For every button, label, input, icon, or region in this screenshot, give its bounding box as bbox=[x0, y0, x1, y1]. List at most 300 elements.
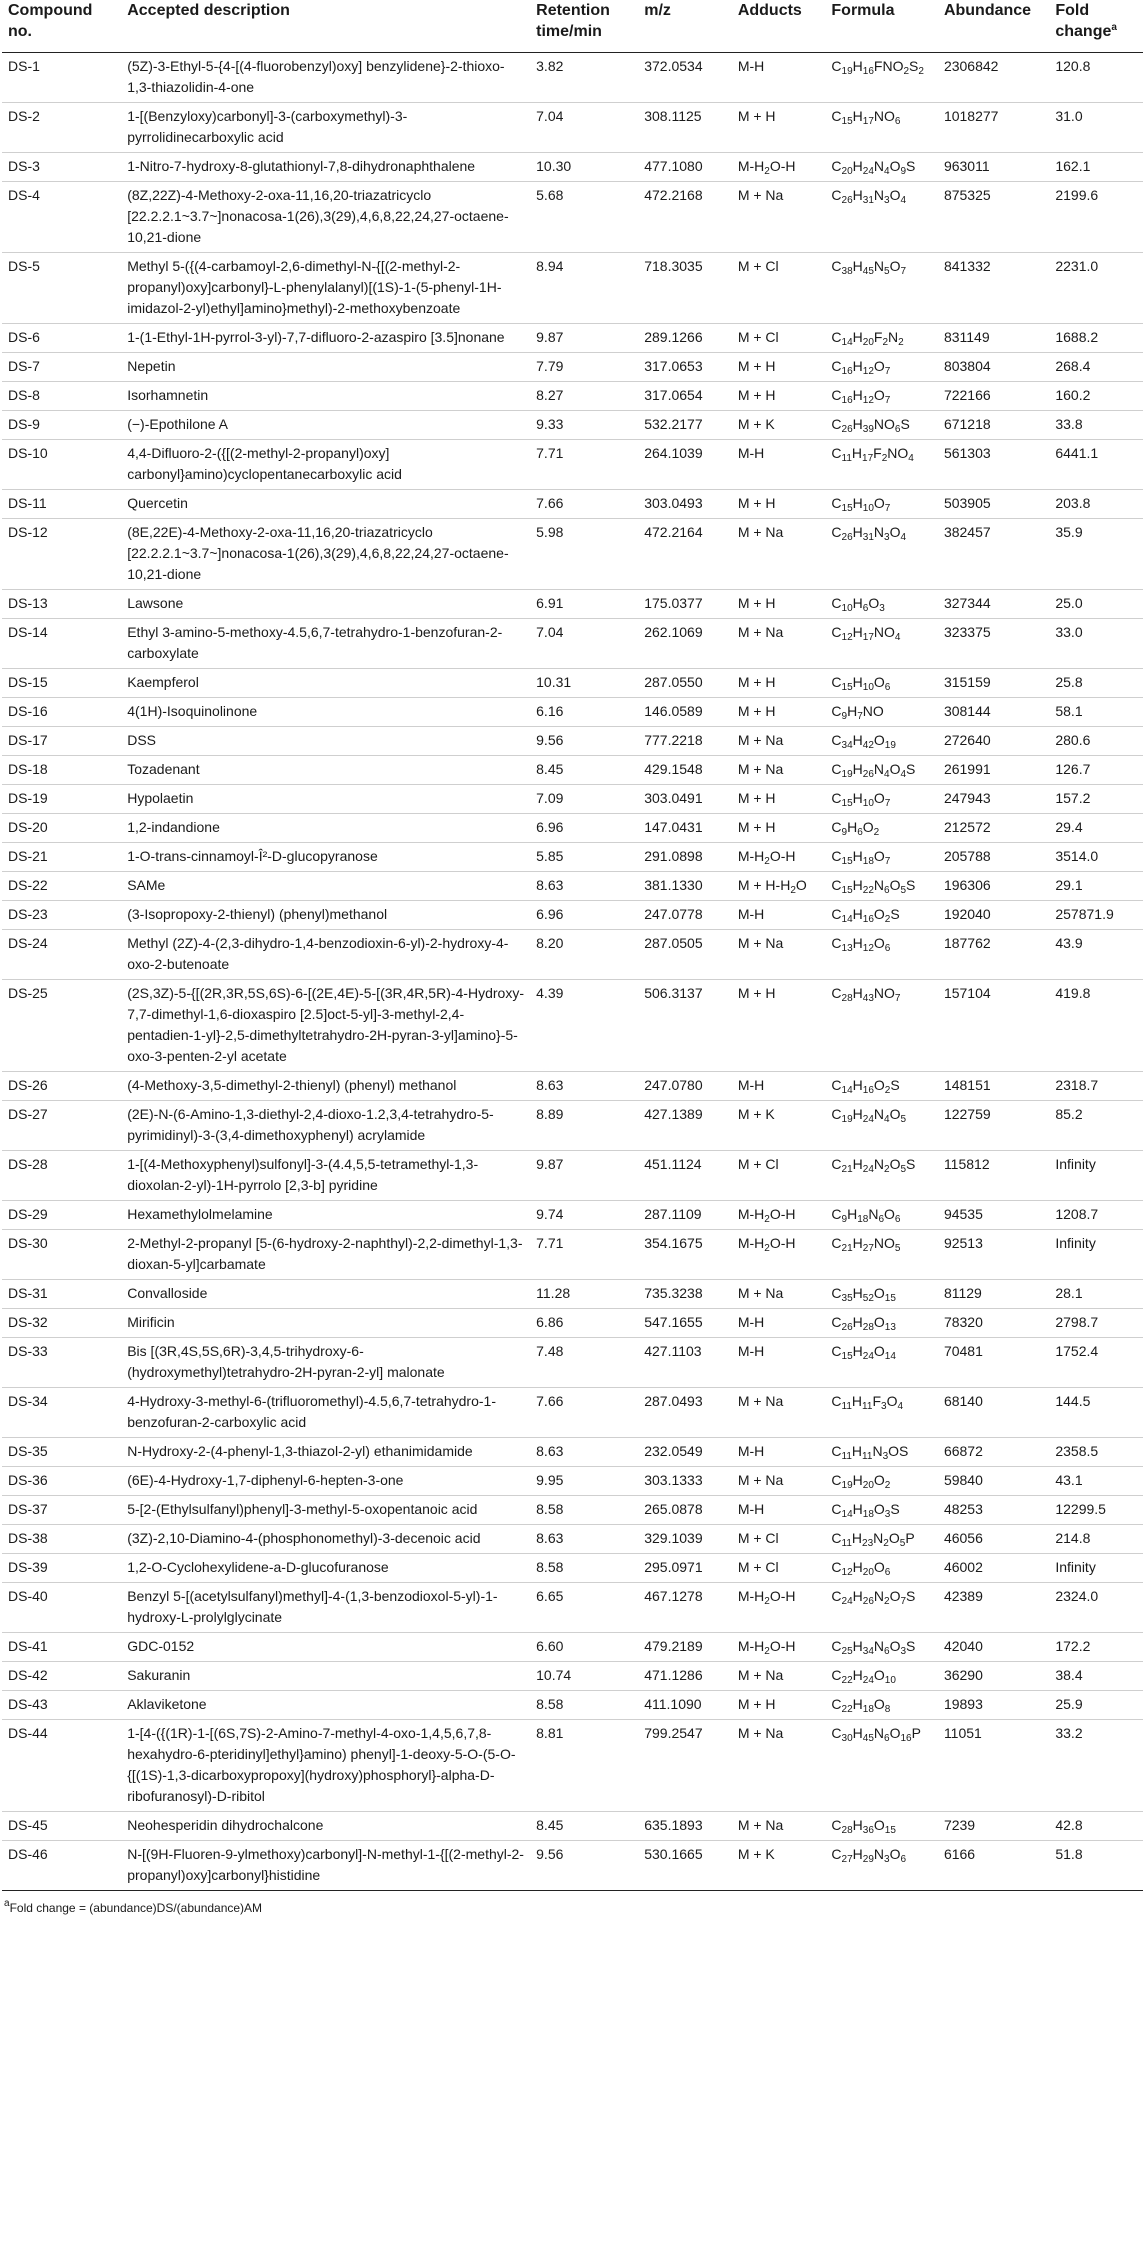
table-row bbox=[2, 1280, 1143, 1309]
cell-compound-id: DS-1 bbox=[8, 58, 40, 74]
cell-description: SAMe bbox=[127, 877, 166, 893]
cell-formula: $C_{24}H_{26}N_2O_7S$ bbox=[831, 1588, 916, 1607]
table-row bbox=[2, 1072, 1143, 1101]
cell-fold-change: 35.9 bbox=[1055, 524, 1083, 540]
cell-abundance: 78320 bbox=[943, 1314, 983, 1330]
cell-adduct: M + H bbox=[737, 790, 776, 806]
cell-fold-change: 38.4 bbox=[1055, 1667, 1083, 1683]
cell-description: (2S,3Z)-5-{[(2R,3R,5S,6S)-6-[(2E,4E)-5-[(3R,4R,5R)-4-Hydroxy-7,7-dimethyl-1,6-dioxaspiro [2.5]oct-5-yl]-3-methyl-2,4-pentadien-1-yl}-2,5-dimethyltetrahydro-2H-pyran-3-yl]amino}-5-oxo-3-penten-2-yl acetate bbox=[127, 985, 524, 1064]
cell-fold-change: 2318.7 bbox=[1055, 1077, 1099, 1093]
cell-description: (8Z,22Z)-4-Methoxy-2-oxa-11,16,20-triazatricyclo [22.2.2.1~3.7~]nonacosa-1(26),3(29),4,6,8,22,24,27-octaene-10,21-dione bbox=[127, 187, 509, 245]
cell-description: Isorhamnetin bbox=[127, 387, 209, 403]
cell-mz: 547.1655 bbox=[644, 1314, 703, 1330]
table-row bbox=[2, 1388, 1143, 1438]
cell-abundance: 19893 bbox=[943, 1696, 983, 1712]
cell-mz: 530.1665 bbox=[644, 1846, 703, 1862]
cell-compound-id: DS-26 bbox=[8, 1077, 48, 1093]
cell-retention-time: 9.95 bbox=[536, 1472, 564, 1488]
cell-formula: $C_{21}H_{27}NO_5$ bbox=[831, 1235, 901, 1254]
cell-description: 1-Nitro-7-hydroxy-8-glutathionyl-7,8-dihydronaphthalene bbox=[127, 158, 476, 174]
cell-formula: $C_{14}H_{18}O_3S$ bbox=[831, 1501, 900, 1520]
cell-abundance: 70481 bbox=[943, 1343, 983, 1359]
cell-compound-id: DS-39 bbox=[8, 1559, 48, 1575]
cell-compound-id: DS-7 bbox=[8, 358, 40, 374]
cell-retention-time: 7.79 bbox=[536, 358, 564, 374]
cell-description: 1,2-O-Cyclohexylidene-a-D-glucofuranose bbox=[127, 1559, 389, 1575]
header-fold-footnote-mark: a bbox=[1111, 22, 1117, 33]
cell-description: Hypolaetin bbox=[127, 790, 194, 806]
cell-retention-time: 6.86 bbox=[536, 1314, 564, 1330]
cell-compound-id: DS-21 bbox=[8, 848, 48, 864]
cell-adduct: M + Cl bbox=[737, 1530, 779, 1546]
cell-retention-time: 7.04 bbox=[536, 624, 564, 640]
cell-retention-time: 10.74 bbox=[536, 1667, 572, 1683]
cell-mz: 317.0654 bbox=[644, 387, 703, 403]
cell-compound-id: DS-27 bbox=[8, 1106, 48, 1122]
cell-retention-time: 6.96 bbox=[536, 906, 564, 922]
cell-abundance: 803804 bbox=[943, 358, 991, 374]
cell-formula: $C_{25}H_{34}N_6O_3S$ bbox=[831, 1638, 916, 1657]
cell-description: GDC-0152 bbox=[127, 1638, 195, 1654]
cell-formula: $C_{19}H_{26}N_4O_4S$ bbox=[831, 761, 916, 780]
table-row bbox=[2, 1309, 1143, 1338]
cell-compound-id: DS-25 bbox=[8, 985, 48, 1001]
table-row bbox=[2, 1201, 1143, 1230]
cell-formula: $C_{15}H_{18}O_7$ bbox=[831, 848, 891, 867]
cell-adduct: M-H bbox=[737, 1077, 765, 1093]
cell-compound-id: DS-14 bbox=[8, 624, 48, 640]
cell-compound-id: DS-15 bbox=[8, 674, 48, 690]
cell-fold-change: 31.0 bbox=[1055, 108, 1083, 124]
cell-formula: $C_{12}H_{20}O_6$ bbox=[831, 1559, 891, 1578]
cell-mz: 247.0780 bbox=[644, 1077, 703, 1093]
cell-fold-change: 58.1 bbox=[1055, 703, 1083, 719]
cell-fold-change: 12299.5 bbox=[1055, 1501, 1106, 1517]
cell-mz: 372.0534 bbox=[644, 58, 703, 74]
table-row bbox=[2, 843, 1143, 872]
cell-formula: $C_{34}H_{42}O_{19}$ bbox=[831, 732, 896, 751]
cell-compound-id: DS-18 bbox=[8, 761, 48, 777]
cell-adduct: M + Cl bbox=[737, 258, 779, 274]
table-row bbox=[2, 1151, 1143, 1201]
cell-fold-change: 203.8 bbox=[1055, 495, 1091, 511]
cell-adduct: M + H bbox=[737, 595, 776, 611]
cell-formula: $C_{15}H_{10}O_7$ bbox=[831, 495, 891, 514]
cell-compound-id: DS-45 bbox=[8, 1817, 48, 1833]
cell-abundance: 192040 bbox=[943, 906, 991, 922]
cell-adduct: M + Na bbox=[737, 1817, 784, 1833]
cell-retention-time: 6.60 bbox=[536, 1638, 564, 1654]
cell-description: Hexamethylolmelamine bbox=[127, 1206, 273, 1222]
cell-adduct: M + Na bbox=[737, 187, 784, 203]
cell-adduct: M + Cl bbox=[737, 329, 779, 345]
cell-retention-time: 9.87 bbox=[536, 329, 564, 345]
table-row bbox=[2, 619, 1143, 669]
table-row bbox=[2, 1583, 1143, 1633]
cell-compound-id: DS-41 bbox=[8, 1638, 48, 1654]
cell-fold-change: 419.8 bbox=[1055, 985, 1091, 1001]
cell-description: Nepetin bbox=[127, 358, 176, 374]
cell-formula: $C_{26}H_{31}N_3O_4$ bbox=[831, 187, 907, 206]
cell-retention-time: 7.71 bbox=[536, 445, 564, 461]
cell-formula: $C_9H_6O_2$ bbox=[831, 819, 880, 838]
cell-retention-time: 5.98 bbox=[536, 524, 564, 540]
table-body bbox=[2, 53, 1143, 1891]
cell-adduct: M-H bbox=[737, 1314, 765, 1330]
cell-description: Tozadenant bbox=[127, 761, 200, 777]
cell-formula: $C_{28}H_{43}NO_7$ bbox=[831, 985, 901, 1004]
cell-abundance: 2306842 bbox=[943, 58, 999, 74]
cell-formula: $C_{26}H_{31}N_3O_4$ bbox=[831, 524, 907, 543]
cell-formula: $C_{15}H_{10}O_7$ bbox=[831, 790, 891, 809]
cell-compound-id: DS-12 bbox=[8, 524, 48, 540]
cell-compound-id: DS-29 bbox=[8, 1206, 48, 1222]
cell-adduct: $M-H_2O-H$ bbox=[737, 848, 796, 867]
table-row bbox=[2, 872, 1143, 901]
cell-retention-time: 10.30 bbox=[536, 158, 572, 174]
table-row bbox=[2, 53, 1143, 103]
table-row bbox=[2, 930, 1143, 980]
cell-abundance: 11051 bbox=[943, 1725, 982, 1741]
cell-fold-change: Infinity bbox=[1055, 1559, 1096, 1575]
cell-retention-time: 7.04 bbox=[536, 108, 564, 124]
cell-retention-time: 7.71 bbox=[536, 1235, 564, 1251]
cell-mz: 635.1893 bbox=[644, 1817, 703, 1833]
cell-description: Neohesperidin dihydrochalcone bbox=[127, 1817, 324, 1833]
header-mz: m/z bbox=[644, 2, 671, 19]
table-row bbox=[2, 153, 1143, 182]
cell-description: (3-Isopropoxy-2-thienyl) (phenyl)methanol bbox=[127, 906, 388, 922]
cell-mz: 289.1266 bbox=[644, 329, 703, 345]
footnote-text: Fold change = (abundance)DS/(abundance)AM bbox=[9, 1901, 263, 1915]
cell-mz: 532.2177 bbox=[644, 416, 703, 432]
table-row bbox=[2, 1633, 1143, 1662]
cell-fold-change: 2231.0 bbox=[1055, 258, 1099, 274]
cell-mz: 303.0493 bbox=[644, 495, 703, 511]
cell-formula: $C_{15}H_{24}O_{14}$ bbox=[831, 1343, 896, 1362]
cell-mz: 777.2218 bbox=[644, 732, 703, 748]
cell-adduct: M + Na bbox=[737, 1725, 784, 1741]
cell-abundance: 561303 bbox=[943, 445, 991, 461]
table-row bbox=[2, 1338, 1143, 1388]
cell-mz: 175.0377 bbox=[644, 595, 703, 611]
cell-fold-change: 42.8 bbox=[1055, 1817, 1083, 1833]
cell-formula: $C_{20}H_{24}N_4O_9S$ bbox=[831, 158, 916, 177]
cell-formula: $C_{14}H_{16}O_2S$ bbox=[831, 1077, 900, 1096]
cell-adduct: M + H bbox=[737, 703, 776, 719]
cell-retention-time: 8.63 bbox=[536, 1443, 564, 1459]
table-row bbox=[2, 1554, 1143, 1583]
cell-description: 4-Hydroxy-3-methyl-6-(trifluoromethyl)-4.5,6,7-tetrahydro-1-benzofuran-2-carboxylic acid bbox=[127, 1393, 496, 1430]
cell-description: Convalloside bbox=[127, 1285, 208, 1301]
cell-retention-time: 11.28 bbox=[536, 1285, 571, 1301]
header-abundance: Abundance bbox=[943, 2, 1032, 19]
cell-description: 1-[(4-Methoxyphenyl)sulfonyl]-3-(4.4,5,5-tetramethyl-1,3-dioxolan-2-yl)-1H-pyrrolo [2,3-b] pyridine bbox=[127, 1156, 479, 1193]
cell-fold-change: 25.8 bbox=[1055, 674, 1083, 690]
cell-abundance: 261991 bbox=[943, 761, 991, 777]
cell-compound-id: DS-43 bbox=[8, 1696, 48, 1712]
cell-retention-time: 8.63 bbox=[536, 877, 564, 893]
cell-retention-time: 8.94 bbox=[536, 258, 564, 274]
cell-description: (−)-Epothilone A bbox=[127, 416, 229, 432]
cell-retention-time: 7.09 bbox=[536, 790, 564, 806]
cell-compound-id: DS-36 bbox=[8, 1472, 48, 1488]
table-row bbox=[2, 669, 1143, 698]
cell-mz: 287.0550 bbox=[644, 674, 703, 690]
cell-fold-change: 172.2 bbox=[1055, 1638, 1091, 1654]
cell-description: Kaempferol bbox=[127, 674, 199, 690]
cell-formula: $C_{35}H_{52}O_{15}$ bbox=[831, 1285, 896, 1304]
cell-formula: $C_{13}H_{12}O_6$ bbox=[831, 935, 891, 954]
table-row bbox=[2, 1812, 1143, 1841]
cell-formula: $C_{11}H_{23}N_2O_5P$ bbox=[831, 1530, 915, 1549]
cell-mz: 147.0431 bbox=[644, 819, 703, 835]
table-row bbox=[2, 1496, 1143, 1525]
cell-compound-id: DS-6 bbox=[8, 329, 40, 345]
cell-mz: 146.0589 bbox=[644, 703, 703, 719]
cell-formula: $C_{10}H_6O_3$ bbox=[831, 595, 885, 614]
cell-abundance: 94535 bbox=[943, 1206, 983, 1222]
cell-fold-change: 1688.2 bbox=[1055, 329, 1099, 345]
cell-abundance: 831149 bbox=[943, 329, 990, 345]
cell-formula: $C_{15}H_{22}N_6O_5S$ bbox=[831, 877, 916, 896]
cell-abundance: 122759 bbox=[943, 1106, 991, 1122]
cell-compound-id: DS-34 bbox=[8, 1393, 48, 1409]
cell-fold-change: 33.0 bbox=[1055, 624, 1083, 640]
cell-retention-time: 4.39 bbox=[536, 985, 564, 1001]
cell-retention-time: 8.89 bbox=[536, 1106, 564, 1122]
cell-formula: $C_{15}H_{10}O_6$ bbox=[831, 674, 891, 693]
cell-mz: 287.0505 bbox=[644, 935, 703, 951]
cell-formula: $C_{30}H_{45}N_6O_{16}P$ bbox=[831, 1725, 921, 1744]
table-row bbox=[2, 382, 1143, 411]
cell-description: Methyl 5-({(4-carbamoyl-2,6-dimethyl-N-{[(2-methyl-2-propanyl)oxy]carbonyl}-L-phenylalanyl)[(1S)-1-(5-phenyl-1H-imidazol-2-yl)ethyl]amino}methyl)-2-methoxybenzoate bbox=[127, 258, 502, 316]
cell-description: 1-[(Benzyloxy)carbonyl]-3-(carboxymethyl)-3-pyrrolidinecarboxylic acid bbox=[127, 108, 408, 145]
cell-compound-id: DS-23 bbox=[8, 906, 48, 922]
cell-retention-time: 3.82 bbox=[536, 58, 564, 74]
cell-abundance: 66872 bbox=[943, 1443, 983, 1459]
cell-mz: 287.0493 bbox=[644, 1393, 703, 1409]
cell-mz: 429.1548 bbox=[644, 761, 703, 777]
cell-mz: 295.0971 bbox=[644, 1559, 703, 1575]
cell-retention-time: 9.33 bbox=[536, 416, 564, 432]
cell-description: 4,4-Difluoro-2-({[(2-methyl-2-propanyl)oxy] carbonyl}amino)cyclopentanecarboxylic acid bbox=[127, 445, 402, 482]
cell-abundance: 212572 bbox=[943, 819, 991, 835]
cell-fold-change: 2358.5 bbox=[1055, 1443, 1099, 1459]
cell-description: 1-[4-({(1R)-1-[(6S,7S)-2-Amino-7-methyl-4-oxo-1,4,5,6,7,8-hexahydro-6-pteridinyl]ethyl}amino) phenyl]-1-deoxy-5-O-(5-O-{[(1S)-1,3-dicarboxypropoxy](hydroxy)phosphoryl}-alpha-D-ribofuranosyl)-D-ribitol bbox=[127, 1725, 516, 1804]
cell-compound-id: DS-9 bbox=[8, 416, 40, 432]
cell-description: DSS bbox=[127, 732, 157, 748]
cell-adduct: M + H bbox=[737, 819, 776, 835]
cell-fold-change: 144.5 bbox=[1055, 1393, 1091, 1409]
cell-description: Lawsone bbox=[127, 595, 184, 611]
cell-formula: $C_{15}H_{17}NO_6$ bbox=[831, 108, 901, 127]
cell-description: Sakuranin bbox=[127, 1667, 191, 1683]
cell-fold-change: 2324.0 bbox=[1055, 1588, 1099, 1604]
cell-formula: $C_{12}H_{17}NO_4$ bbox=[831, 624, 901, 643]
cell-mz: 427.1103 bbox=[644, 1343, 702, 1359]
cell-retention-time: 8.45 bbox=[536, 1817, 564, 1833]
table-row bbox=[2, 103, 1143, 153]
cell-mz: 287.1109 bbox=[644, 1206, 702, 1222]
table-row bbox=[2, 980, 1143, 1072]
cell-description: N-Hydroxy-2-(4-phenyl-1,3-thiazol-2-yl) ethanimidamide bbox=[127, 1443, 473, 1459]
table-row bbox=[2, 1841, 1143, 1891]
table-row bbox=[2, 590, 1143, 619]
cell-abundance: 247943 bbox=[943, 790, 991, 806]
cell-description: Methyl (2Z)-4-(2,3-dihydro-1,4-benzodioxin-6-yl)-2-hydroxy-4-oxo-2-butenoate bbox=[127, 935, 509, 972]
cell-formula: $C_{14}H_{20}F_2N_2$ bbox=[831, 329, 904, 348]
cell-fold-change: 25.9 bbox=[1055, 1696, 1083, 1712]
cell-adduct: M + Na bbox=[737, 524, 784, 540]
cell-retention-time: 8.45 bbox=[536, 761, 564, 777]
cell-description: (4-Methoxy-3,5-dimethyl-2-thienyl) (phenyl) methanol bbox=[127, 1077, 457, 1093]
cell-retention-time: 6.65 bbox=[536, 1588, 564, 1604]
cell-compound-id: DS-3 bbox=[8, 158, 40, 174]
cell-formula: $C_{38}H_{45}N_5O_7$ bbox=[831, 258, 907, 277]
cell-abundance: 46056 bbox=[943, 1530, 983, 1546]
cell-abundance: 68140 bbox=[943, 1393, 983, 1409]
cell-description: (6E)-4-Hydroxy-1,7-diphenyl-6-hepten-3-one bbox=[127, 1472, 404, 1488]
cell-adduct: $M-H_2O-H$ bbox=[737, 158, 796, 177]
cell-abundance: 42389 bbox=[943, 1588, 983, 1604]
cell-mz: 471.1286 bbox=[644, 1667, 703, 1683]
cell-description: (5Z)-3-Ethyl-5-{4-[(4-fluorobenzyl)oxy] benzylidene}-2-thioxo-1,3-thiazolidin-4-one bbox=[127, 58, 505, 95]
cell-formula: $C_{14}H_{16}O_2S$ bbox=[831, 906, 900, 925]
cell-adduct: M + K bbox=[737, 1106, 775, 1122]
cell-compound-id: DS-28 bbox=[8, 1156, 48, 1172]
cell-adduct: M + H bbox=[737, 1696, 776, 1712]
cell-adduct: $M-H_2O-H$ bbox=[737, 1638, 796, 1657]
cell-abundance: 503905 bbox=[943, 495, 991, 511]
cell-abundance: 59840 bbox=[943, 1472, 983, 1488]
cell-fold-change: 33.8 bbox=[1055, 416, 1083, 432]
table-row bbox=[2, 727, 1143, 756]
cell-abundance: 382457 bbox=[943, 524, 991, 540]
cell-compound-id: DS-38 bbox=[8, 1530, 48, 1546]
cell-abundance: 157104 bbox=[943, 985, 991, 1001]
cell-description: 5-[2-(Ethylsulfanyl)phenyl]-3-methyl-5-oxopentanoic acid bbox=[127, 1501, 478, 1517]
cell-formula: $C_{16}H_{12}O_7$ bbox=[831, 387, 891, 406]
header-row bbox=[2, 0, 1143, 53]
cell-compound-id: DS-35 bbox=[8, 1443, 48, 1459]
cell-adduct: M + H bbox=[737, 495, 776, 511]
cell-adduct: M-H bbox=[737, 906, 765, 922]
cell-compound-id: DS-5 bbox=[8, 258, 40, 274]
cell-abundance: 46002 bbox=[943, 1559, 983, 1575]
cell-compound-id: DS-46 bbox=[8, 1846, 48, 1862]
cell-adduct: M + Cl bbox=[737, 1559, 779, 1575]
cell-fold-change: 160.2 bbox=[1055, 387, 1091, 403]
cell-compound-id: DS-31 bbox=[8, 1285, 48, 1301]
cell-compound-id: DS-33 bbox=[8, 1343, 48, 1359]
cell-description: Benzyl 5-[(acetylsulfanyl)methyl]-4-(1,3-benzodioxol-5-yl)-1-hydroxy-L-prolylglycinate bbox=[127, 1588, 498, 1625]
cell-adduct: M + Na bbox=[737, 1667, 784, 1683]
footnote-mark: a bbox=[4, 1898, 10, 1909]
cell-fold-change: 6441.1 bbox=[1055, 445, 1099, 461]
cell-abundance: 1018277 bbox=[943, 108, 999, 124]
table-row bbox=[2, 440, 1143, 490]
cell-compound-id: DS-17 bbox=[8, 732, 48, 748]
cell-adduct: $M-H_2O-H$ bbox=[737, 1588, 796, 1607]
cell-mz: 735.3238 bbox=[644, 1285, 703, 1301]
cell-adduct: M-H bbox=[737, 1501, 765, 1517]
cell-mz: 303.1333 bbox=[644, 1472, 703, 1488]
cell-retention-time: 8.81 bbox=[536, 1725, 564, 1741]
cell-compound-id: DS-20 bbox=[8, 819, 48, 835]
cell-compound-id: DS-8 bbox=[8, 387, 40, 403]
table-row bbox=[2, 785, 1143, 814]
cell-fold-change: 29.4 bbox=[1055, 819, 1083, 835]
cell-compound-id: DS-19 bbox=[8, 790, 48, 806]
cell-adduct: M + H bbox=[737, 387, 776, 403]
cell-abundance: 7239 bbox=[943, 1817, 976, 1833]
cell-retention-time: 8.20 bbox=[536, 935, 564, 951]
cell-fold-change: 1752.4 bbox=[1055, 1343, 1099, 1359]
cell-abundance: 327344 bbox=[943, 595, 991, 611]
cell-retention-time: 8.63 bbox=[536, 1530, 564, 1546]
cell-abundance: 272640 bbox=[943, 732, 991, 748]
cell-formula: $C_{11}H_{11}N_3OS$ bbox=[831, 1443, 909, 1462]
cell-fold-change: 257871.9 bbox=[1055, 906, 1114, 922]
cell-mz: 354.1675 bbox=[644, 1235, 703, 1251]
cell-formula: $C_{16}H_{12}O_7$ bbox=[831, 358, 891, 377]
cell-adduct: M-H bbox=[737, 1343, 765, 1359]
cell-retention-time: 8.63 bbox=[536, 1077, 564, 1093]
cell-formula: $C_{27}H_{29}N_3O_6$ bbox=[831, 1846, 907, 1865]
cell-mz: 718.3035 bbox=[644, 258, 703, 274]
table-row bbox=[2, 1438, 1143, 1467]
table-row bbox=[2, 490, 1143, 519]
header-retention: Retention time/min bbox=[536, 2, 610, 40]
cell-description: Mirificin bbox=[127, 1314, 175, 1330]
cell-compound-id: DS-37 bbox=[8, 1501, 48, 1517]
cell-abundance: 841332 bbox=[943, 258, 991, 274]
cell-fold-change: 214.8 bbox=[1055, 1530, 1091, 1546]
cell-mz: 232.0549 bbox=[644, 1443, 703, 1459]
cell-mz: 247.0778 bbox=[644, 906, 703, 922]
cell-mz: 472.2164 bbox=[644, 524, 703, 540]
cell-fold-change: 85.2 bbox=[1055, 1106, 1083, 1122]
cell-adduct: M + H bbox=[737, 674, 776, 690]
cell-formula: $C_{19}H_{24}N_4O_5$ bbox=[831, 1106, 907, 1125]
cell-description: Bis [(3R,4S,5S,6R)-3,4,5-trihydroxy-6-(hydroxymethyl)tetrahydro-2H-pyran-2-yl] malonate bbox=[127, 1343, 445, 1380]
cell-formula: $C_{19}H_{20}O_2$ bbox=[831, 1472, 891, 1491]
cell-retention-time: 6.91 bbox=[536, 595, 564, 611]
cell-adduct: $M + H-H_2O$ bbox=[737, 877, 807, 896]
cell-abundance: 315159 bbox=[943, 674, 991, 690]
cell-formula: $C_{21}H_{24}N_2O_5S$ bbox=[831, 1156, 916, 1175]
cell-description: (2E)-N-(6-Amino-1,3-diethyl-2,4-dioxo-1.2,3,4-tetrahydro-5-pyrimidinyl)-3-(3,4-dimethoxyphenyl) acrylamide bbox=[127, 1106, 494, 1143]
cell-compound-id: DS-30 bbox=[8, 1235, 48, 1251]
cell-mz: 799.2547 bbox=[644, 1725, 703, 1741]
cell-retention-time: 9.56 bbox=[536, 732, 564, 748]
table-row bbox=[2, 756, 1143, 785]
cell-abundance: 36290 bbox=[943, 1667, 983, 1683]
cell-adduct: M + Na bbox=[737, 1285, 784, 1301]
cell-mz: 308.1125 bbox=[644, 108, 702, 124]
header-description: Accepted description bbox=[127, 2, 290, 19]
cell-compound-id: DS-13 bbox=[8, 595, 48, 611]
cell-fold-change: 25.0 bbox=[1055, 595, 1083, 611]
table-row bbox=[2, 901, 1143, 930]
cell-retention-time: 8.58 bbox=[536, 1696, 564, 1712]
cell-formula: $C_{11}H_{11}F_3O_4$ bbox=[831, 1393, 904, 1412]
cell-fold-change: 162.1 bbox=[1055, 158, 1091, 174]
cell-mz: 477.1080 bbox=[644, 158, 703, 174]
header-adducts: Adducts bbox=[737, 2, 802, 19]
cell-retention-time: 6.96 bbox=[536, 819, 564, 835]
